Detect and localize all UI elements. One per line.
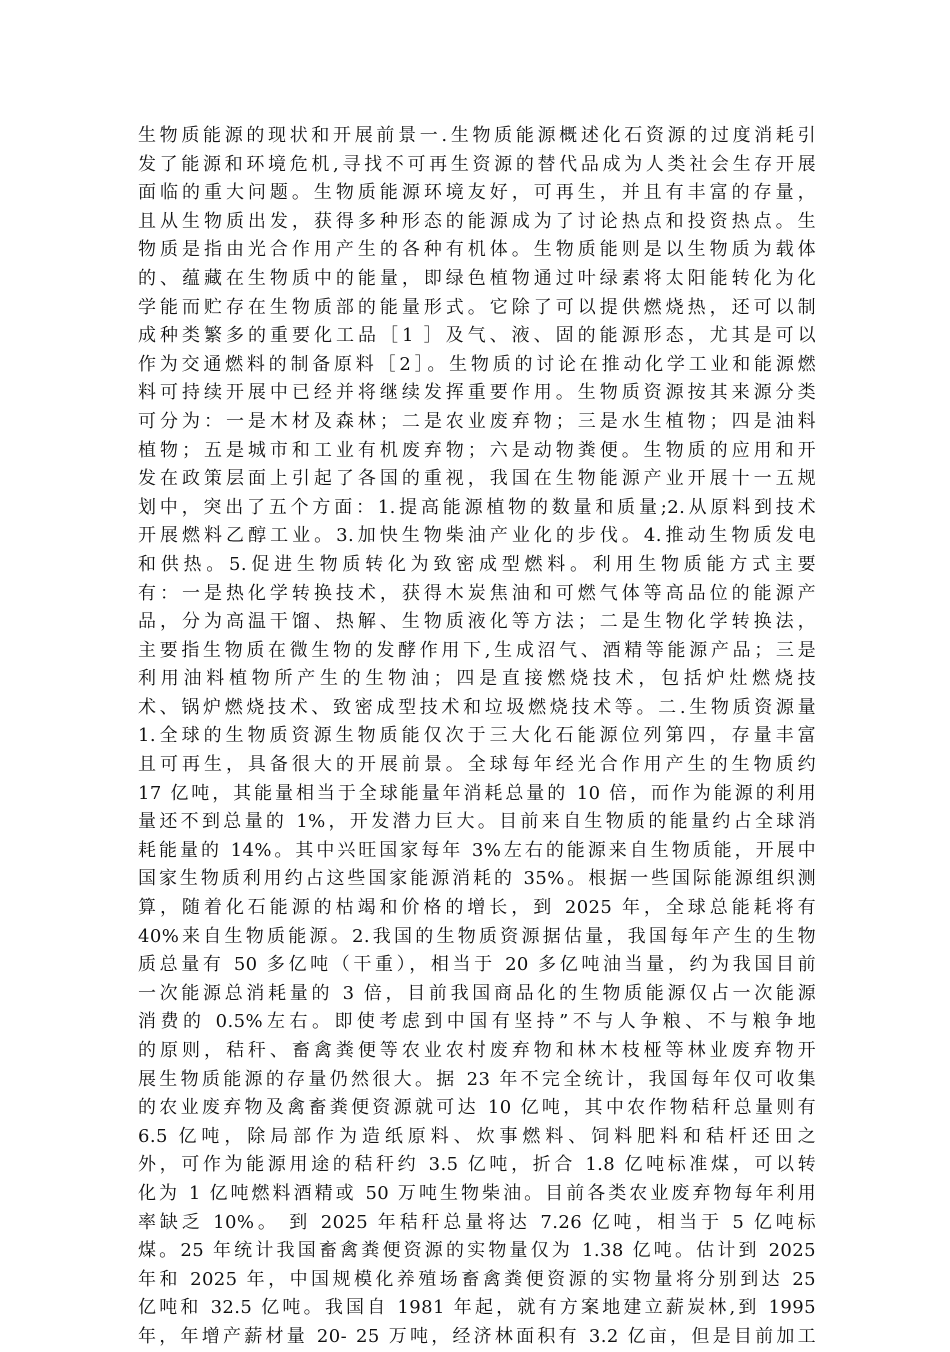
text-line: 量还不到总量的 1%，开发潜力巨大。目前来自生物质的能量约占全球消 — [138, 811, 816, 833]
text-line: 质总量有 50 多亿吨（干重），相当于 20 多亿吨油当量，约为我国目前 — [138, 954, 816, 976]
text-line: 开展燃料乙醇工业。3.加快生物柴油产业化的步伐。4.推动生物质发电 — [138, 525, 816, 547]
text-line: 和供热。5.促进生物质转化为致密成型燃料。利用生物质能方式主要 — [138, 553, 816, 575]
text-line: 化为 1 亿吨燃料酒精或 50 万吨生物柴油。目前各类农业废弃物每年利用 — [138, 1182, 816, 1204]
text-line: 发在政策层面上引起了各国的重视，我国在生物能源产业开展十一五规 — [138, 468, 816, 490]
text-line: 算，随着化石能源的枯竭和价格的增长，到 2025 年，全球总能耗将有 — [138, 897, 816, 919]
text-line: 料可持续开展中已经并将继续发挥重要作用。生物质资源按其来源分类 — [138, 382, 816, 404]
text-line: 6.5 亿吨，除局部作为造纸原料、炊事燃料、饲料肥料和秸杆还田之 — [138, 1125, 816, 1147]
text-line: 成种类繁多的重要化工品［1 ］及气、液、固的能源形态，尤其是可以 — [138, 325, 816, 347]
text-line: 17 亿吨，其能量相当于全球能量年消耗总量的 10 倍，而作为能源的利用 — [138, 782, 816, 804]
text-line: 消费的 0.5%左右。即使考虑到中国有坚持”不与人争粮、不与粮争地 — [138, 1011, 816, 1033]
text-line: 植物；五是城市和工业有机废弃物；六是动物粪便。生物质的应用和开 — [138, 439, 816, 461]
text-line: 国家生物质利用约占这些国家能源消耗的 35%。根据一些国际能源组织测 — [138, 868, 816, 890]
text-line: 外，可作为能源用途的秸秆约 3.5 亿吨，折合 1.8 亿吨标准煤，可以转 — [138, 1154, 816, 1176]
text-line: 发了能源和环境危机,寻找不可再生资源的替代品成为人类社会生存开展 — [138, 153, 816, 175]
text-line: 煤。25 年统计我国畜禽粪便资源的实物量仅为 1.38 亿吨。估计到 2025 — [138, 1240, 816, 1262]
text-line: 40%来自生物质能源。2.我国的生物质资源据估量，我国每年产生的生物 — [138, 925, 816, 947]
body-text — [138, 122, 816, 1352]
text-line: 的原则，秸秆、畜禽粪便等农业农村废弃物和林木枝桠等林业废弃物开 — [138, 1040, 816, 1061]
text-line: 生物质能源的现状和开展前景一.生物质能源概述化石资源的过度消耗引 — [138, 125, 816, 146]
text-line: 的、蕴藏在生物质中的能量，即绿色植物通过叶绿素将太阳能转化为化 — [138, 267, 816, 289]
text-line: 展生物质能源的存量仍然很大。据 23 年不完全统计，我国每年仅可收集 — [138, 1068, 816, 1090]
text-line: 亿吨和 32.5 亿吨。我国自 1981 年起，就有方案地建立薪炭林,到 1995 — [138, 1297, 816, 1319]
text-line: 的农业废弃物及禽畜粪便资源就可达 10 亿吨，其中农作物秸秆总量则有 — [138, 1097, 816, 1119]
text-line: 面临的重大问题。生物质能源环境友好，可再生，并且有丰富的存量， — [138, 182, 816, 204]
text-line: 且从生物质出发，获得多种形态的能源成为了讨论热点和投资热点。生 — [138, 210, 816, 232]
text-line: 物质是指由光合作用产生的各种有机体。生物质能则是以生物质为载体 — [138, 239, 816, 261]
text-line: 且可再生，具备很大的开展前景。全球每年经光合作用产生的生物质约 — [138, 754, 816, 776]
text-line: 年和 2025 年，中国规模化养殖场畜禽粪便资源的实物量将分别到达 25 — [138, 1268, 816, 1290]
text-line: 耗能量的 14%。其中兴旺国家每年 3%左右的能源来自生物质能，开展中 — [138, 839, 816, 861]
text-line: 有：一是热化学转换技术，获得木炭焦油和可燃气体等高品位的能源产 — [138, 582, 816, 604]
text-line: 主要指生物质在微生物的发酵作用下,生成沼气、酒精等能源产品；三是 — [138, 639, 816, 661]
text-line: 划中，突出了五个方面：1.提高能源植物的数量和质量;2.从原料到技术 — [138, 496, 816, 518]
text-line: 率缺乏 10%。 到 2025 年秸秆总量将达 7.26 亿吨，相当于 5 亿吨标 — [138, 1211, 816, 1233]
text-line: 利用油料植物所产生的生物油；四是直接燃烧技术，包括炉灶燃烧技 — [138, 668, 816, 690]
text-line: 1.全球的生物质资源生物质能仅次于三大化石能源位列第四，存量丰富 — [138, 725, 816, 747]
text-line: 学能而贮存在生物质部的能量形式。它除了可以提供燃烧热，还可以制 — [138, 296, 816, 318]
text-line: 年，年增产薪材量 20- 25 万吨，经济林面积有 3.2 亿亩，但是目前加工 — [138, 1325, 816, 1347]
text-line: 可分为：一是木材及森林；二是农业废弃物；三是水生植物；四是油料 — [138, 410, 816, 432]
text-line: 一次能源总消耗量的 3 倍，目前我国商品化的生物质能源仅占一次能源 — [138, 982, 816, 1004]
text-line: 品，分为高温干馏、热解、生物质液化等方法；二是生物化学转换法， — [138, 611, 816, 633]
text-line: 术、锅炉燃烧技术、致密成型技术和垃圾燃烧技术等。二.生物质资源量 — [138, 696, 816, 718]
text-line: 作为交通燃料的制备原料［2］。生物质的讨论在推动化学工业和能源燃 — [138, 353, 816, 375]
